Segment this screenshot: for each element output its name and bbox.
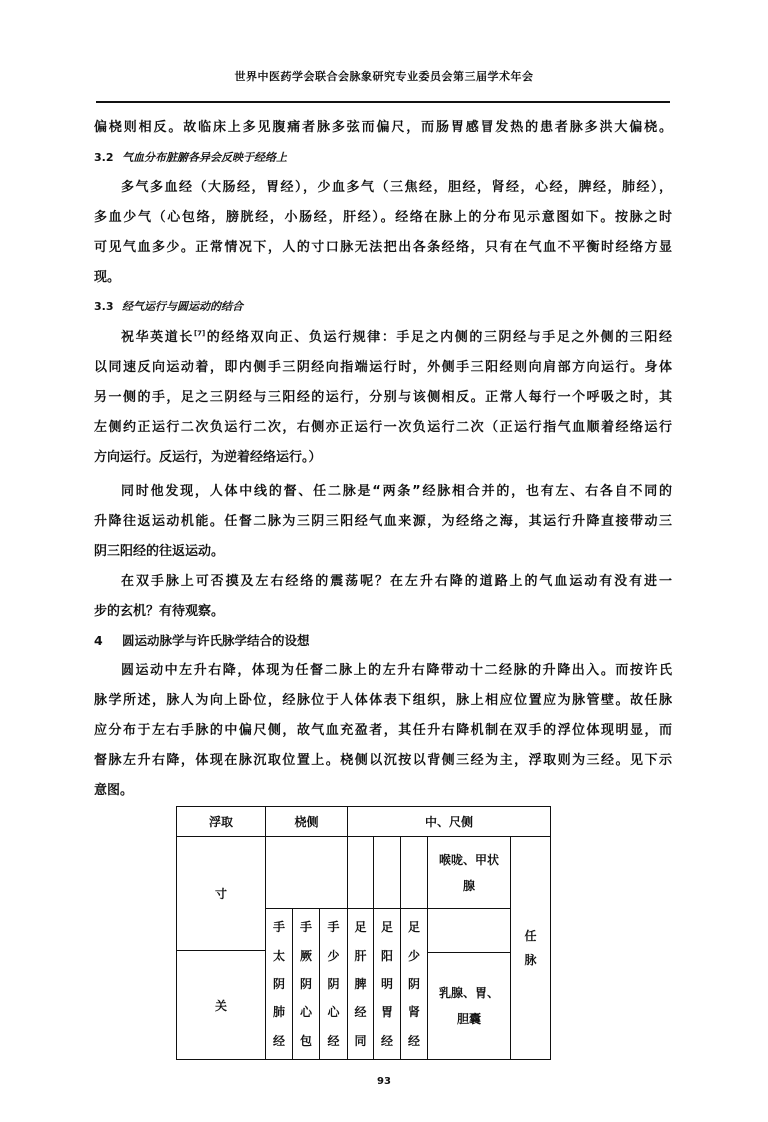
- empty-cell: [400, 836, 428, 909]
- text-line: 督脉左升右降，体现在脉沉取位置上。桡侧以沉按以背侧三经为主，浮取则为三经。见下示: [94, 753, 672, 768]
- char: 少: [327, 948, 340, 963]
- text-line: 意图。: [94, 783, 134, 798]
- text-span: 祝华英道长: [121, 330, 194, 345]
- char: 足: [354, 920, 367, 935]
- empty-cell: [265, 836, 348, 909]
- text-line: 以同速反向运动着，即内侧手三阴经向指端运行时，外侧手三阳经则向肩部方向运行。身体: [94, 360, 672, 375]
- char: 阴: [407, 976, 420, 991]
- char: 肝: [354, 948, 367, 963]
- char: 心: [327, 1005, 340, 1020]
- pulse-meridian-table: [176, 806, 551, 1060]
- char: 肺: [272, 1005, 285, 1020]
- text-line: 升降往返运动机能。任督二脉为三阴三阳经气血来源，为经络之海，其运行升降直接带动三: [94, 514, 672, 529]
- text-line: 阴三阳经的往返运动。: [94, 544, 225, 559]
- char: 经: [354, 1005, 367, 1020]
- header-fuqu: 浮取: [176, 806, 266, 837]
- cell-guan: 关: [176, 950, 266, 1060]
- char: 明: [380, 976, 393, 991]
- char: 脾: [354, 976, 367, 991]
- meridian-column: [347, 908, 374, 1060]
- meridian-column: [265, 908, 293, 1060]
- text-span: 的经络双向正、负运行规律：手足之内侧的三阴经与手足之外侧的三阳经: [205, 330, 672, 345]
- meridian-column: [292, 908, 320, 1060]
- meridian-column: [400, 908, 428, 1060]
- char: 阴: [327, 976, 340, 991]
- char: 少: [407, 948, 420, 963]
- text-line: 方向运行。反运行，为逆着经络运行。）: [94, 450, 322, 465]
- char: 阴: [272, 976, 285, 991]
- text-line: [121, 328, 672, 348]
- char: 经: [380, 1033, 393, 1048]
- text-line: 偏桡则相反。故临床上多见腹痛者脉多弦而偏尺，而肠胃感冒发热的患者脉多洪大偏桡。: [94, 120, 672, 135]
- char: 胃: [380, 1005, 393, 1020]
- section-number: 4: [94, 633, 103, 648]
- text-line: 多气多血经（大肠经，胃经），少血多气（三焦经，胆经，肾经，心经，脾经，肺经），: [121, 180, 672, 195]
- char: 厥: [299, 948, 312, 963]
- char: 足: [380, 920, 393, 935]
- page-number: 93: [377, 1076, 391, 1087]
- char: 足: [407, 920, 420, 935]
- char: 经: [272, 1033, 285, 1048]
- char: 包: [299, 1033, 312, 1048]
- char: 经: [407, 1033, 420, 1048]
- section-title: 气血分布脏腑各异会反映于经络上: [122, 151, 287, 164]
- text-line: 同时他发现，人体中线的督、任二脉是“两条”经脉相合并的，也有左、右各自不同的: [121, 484, 672, 499]
- meridian-column: [373, 908, 401, 1060]
- cell-houlong: 喉咙、甲状腺: [427, 836, 511, 909]
- section-number: 3.3: [94, 300, 114, 313]
- section-number: 3.2: [94, 151, 114, 164]
- cell-cun: 寸: [176, 836, 266, 951]
- running-header: 世界中医药学会联合会脉象研究专业委员会第三届学术年会: [234, 70, 534, 83]
- section-title: 圆运动脉学与许氏脉学结合的设想: [122, 633, 310, 648]
- empty-cell: [427, 908, 511, 953]
- char: 手: [272, 920, 285, 935]
- header-rule: [96, 101, 670, 103]
- text-line: 脉学所述，脉人为向上卧位，经脉位于人体体表下组织，脉上相应位置应为脉管壁。故任脉: [94, 693, 672, 708]
- char: 手: [327, 920, 340, 935]
- char: 肾: [407, 1005, 420, 1020]
- char: 同: [354, 1033, 367, 1048]
- meridian-column: [319, 908, 348, 1060]
- section-heading-3-2: [94, 148, 672, 168]
- text-line: 可见气血多少。正常情况下，人的寸口脉无法把出各条经络，只有在气血不平衡时经络方显: [94, 240, 672, 255]
- text-line: 左侧约正运行二次负运行二次，右侧亦正运行一次负运行二次（正运行指气血顺着经络运行: [94, 420, 672, 435]
- text-line: 在双手脉上可否摸及左右经络的震荡呢？在左升右降的道路上的气血运动有没有进一: [121, 574, 672, 589]
- empty-cell: [347, 836, 374, 909]
- cell-ruxian: 乳腺、胃、胆囊: [427, 952, 511, 1060]
- char: 阳: [380, 948, 393, 963]
- char: 心: [299, 1005, 312, 1020]
- section-title: 经气运行与圆运动的结合: [122, 300, 243, 313]
- char: 太: [272, 948, 285, 963]
- text-line: 另一侧的手，足之三阴经与三阳经的运行，分别与该侧相反。正常人每行一个呼吸之时，其: [94, 390, 672, 405]
- header-raoce: 桡侧: [265, 806, 348, 837]
- text-line: 现。: [94, 270, 121, 285]
- cell-renmai: 任脉: [510, 836, 551, 1060]
- char: 手: [299, 920, 312, 935]
- empty-cell: [373, 836, 401, 909]
- text-line: 步的玄机？有待观察。: [94, 604, 225, 619]
- text-line: 多血少气（心包络，膀胱经，小肠经，肝经）。经络在脉上的分布见示意图如下。按脉之时: [94, 210, 672, 225]
- citation-ref: [7]: [193, 329, 206, 338]
- char: 经: [327, 1033, 340, 1048]
- text-line: 圆运动中左升右降，体现为任督二脉上的左升右降带动十二经脉的升降出入。而按许氏: [121, 663, 672, 678]
- char: 阴: [299, 976, 312, 991]
- text-line: 应分布于左右手脉的中偏尺侧，故气血充盈者，其任升右降机制在双手的浮位体现明显，而: [94, 723, 672, 738]
- section-heading-4: [94, 631, 672, 651]
- section-heading-3-3: [94, 297, 672, 317]
- header-zhongchi: 中、尺侧: [347, 806, 551, 837]
